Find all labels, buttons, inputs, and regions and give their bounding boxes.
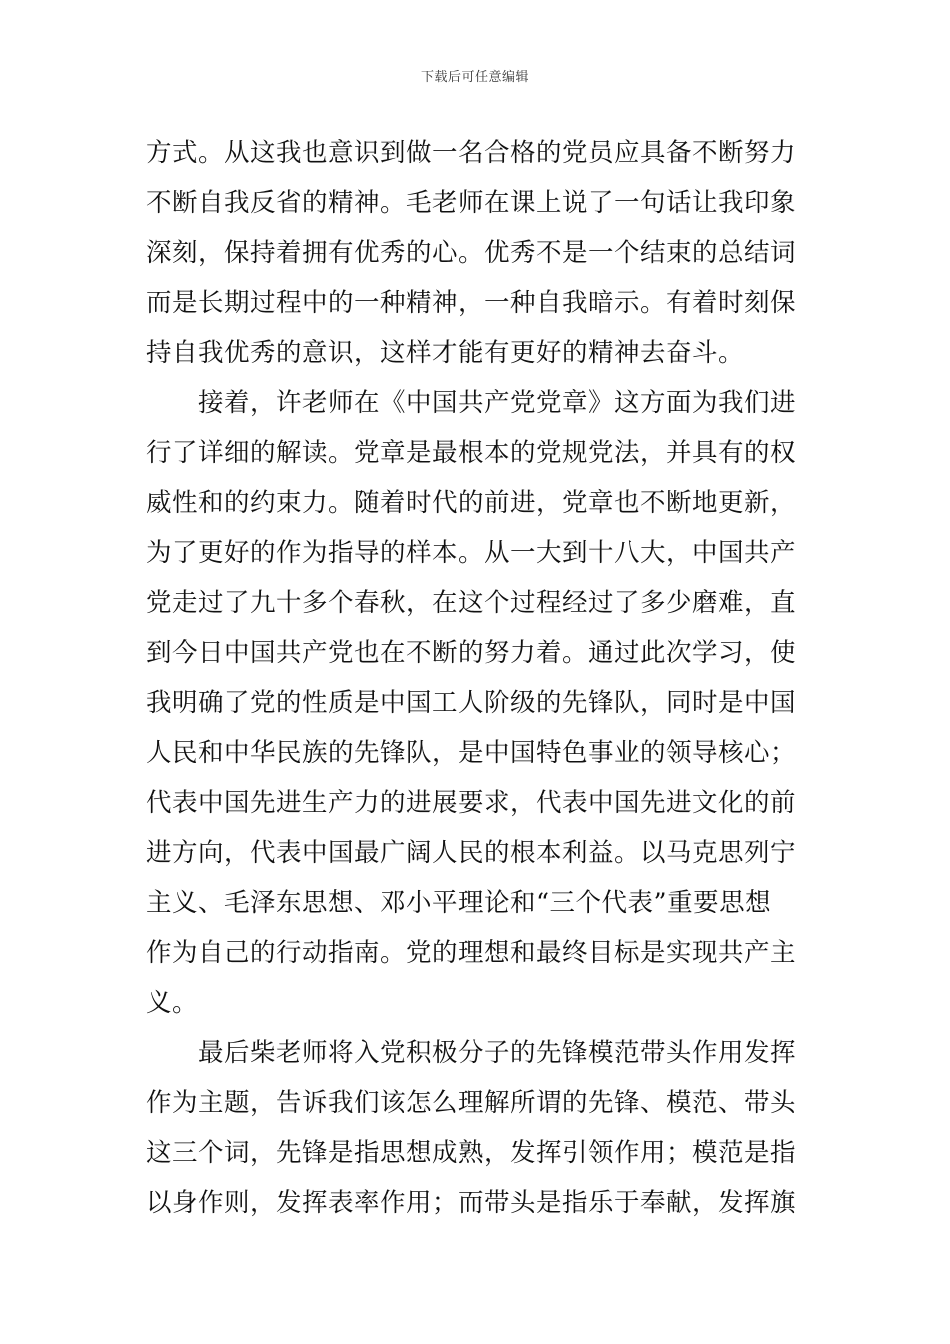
text-line: 以身作则，发挥表率作用；而带头是指乐于奉献，发挥旗 <box>146 1188 797 1218</box>
text-line: 义。 <box>146 988 199 1018</box>
text-line: 代表中国先进生产力的进展要求，代表中国先进文化的前 <box>146 788 797 818</box>
text-line: 进方向，代表中国最广阔人民的根本利益。以马克思列宁 <box>146 838 797 868</box>
text-line: 持自我优秀的意识，这样才能有更好的精神去奋斗。 <box>146 338 745 368</box>
text-line: 我明确了党的性质是中国工人阶级的先锋队，同时是中国 <box>146 688 797 718</box>
text-line: 为了更好的作为指导的样本。从一大到十八大，中国共产 <box>146 538 797 568</box>
text-line: 行了详细的解读。党章是最根本的党规党法，并具有的权 <box>146 438 797 468</box>
text-line: 接着，许老师在《中国共产党党章》这方面为我们进 <box>146 388 797 418</box>
text-line: 不断自我反省的精神。毛老师在课上说了一句话让我印象 <box>146 188 797 218</box>
text-line: 作为自己的行动指南。党的理想和最终目标是实现共产主 <box>146 938 797 968</box>
text-line: 主义、毛泽东思想、邓小平理论和“三个代表”重要思想 <box>146 888 772 918</box>
text-line: 威性和的约束力。随着时代的前进，党章也不断地更新， <box>146 488 797 518</box>
text-line: 最后柴老师将入党积极分子的先锋模范带头作用发挥 <box>146 1038 797 1068</box>
page-header-note: 下载后可任意编辑 <box>420 70 529 85</box>
text-line: 人民和中华民族的先锋队，是中国特色事业的领导核心； <box>146 738 797 768</box>
text-line: 作为主题，告诉我们该怎么理解所谓的先锋、模范、带头 <box>146 1088 797 1118</box>
text-line: 党走过了九十多个春秋，在这个过程经过了多少磨难，直 <box>146 588 797 618</box>
text-line: 方式。从这我也意识到做一名合格的党员应具备不断努力 <box>146 138 797 168</box>
text-line: 深刻，保持着拥有优秀的心。优秀不是一个结束的总结词 <box>146 238 797 268</box>
document-body <box>146 128 806 1228</box>
text-line: 到今日中国共产党也在不断的努力着。通过此次学习，使 <box>146 638 797 668</box>
text-line: 这三个词，先锋是指思想成熟，发挥引领作用；模范是指 <box>146 1138 797 1168</box>
text-line: 而是长期过程中的一种精神，一种自我暗示。有着时刻保 <box>146 288 797 318</box>
